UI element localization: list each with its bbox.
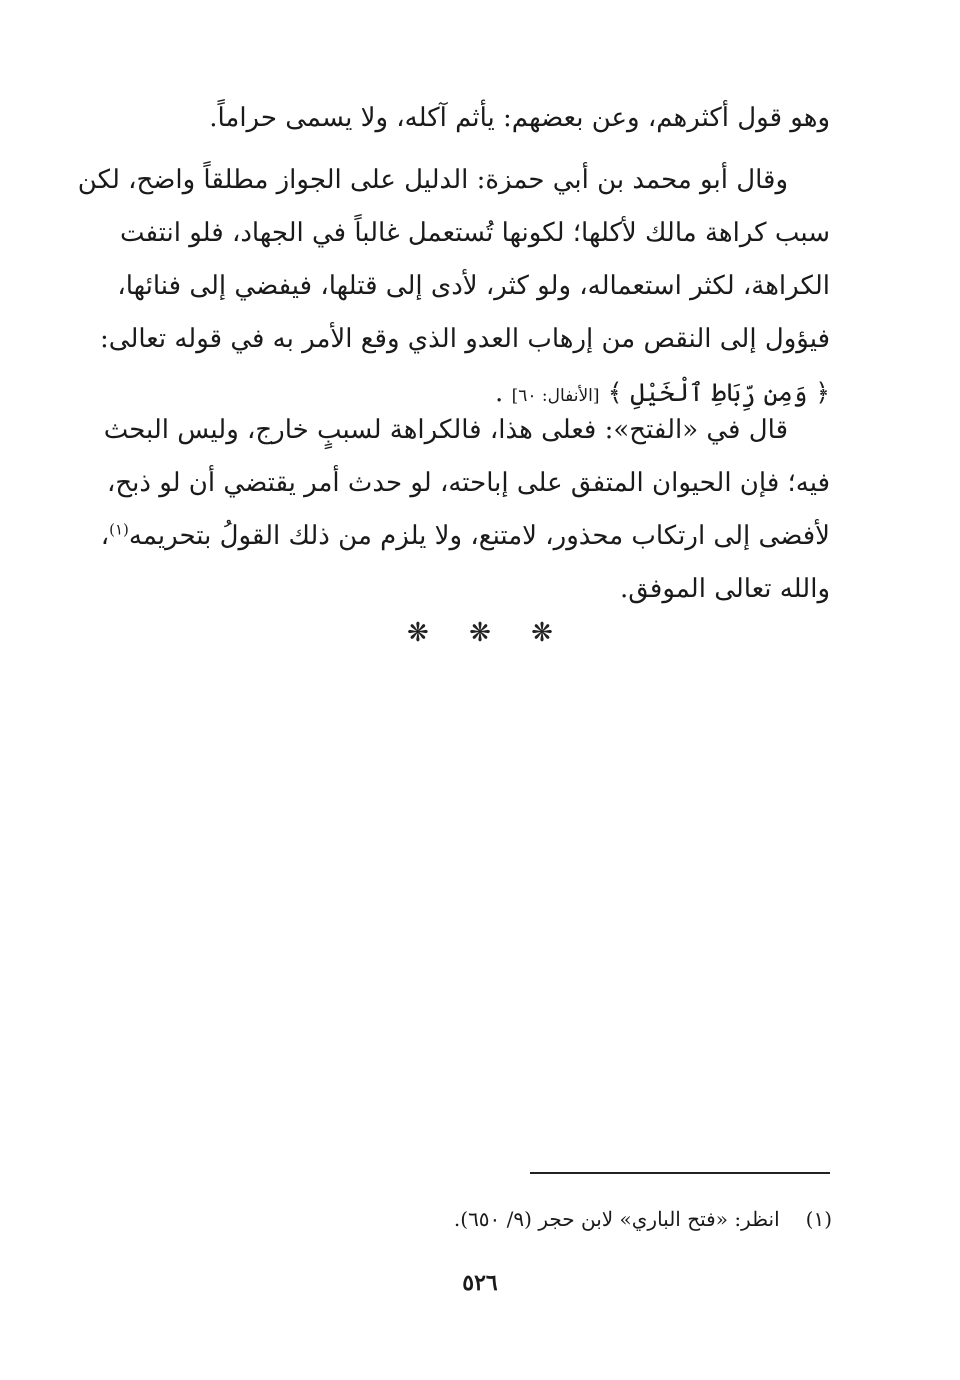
asterism-icon: ❋ <box>469 618 491 648</box>
footnote <box>132 1202 832 1236</box>
section-separator <box>0 618 960 648</box>
paragraph-2-line-3: الكراهة، لكثر استعماله، ولو كثر، لأدى إلى قتلها، فيفضي إلى فنائها، <box>117 271 830 301</box>
paragraph-3-line-3-end: ، <box>100 521 110 551</box>
paragraph-3 <box>100 404 830 616</box>
sentence-end: . <box>495 378 504 408</box>
footnote-reference: (١) <box>109 520 129 539</box>
footnote-divider <box>530 1172 830 1174</box>
quran-verse: ﴿ وَمِن رِّبَاطِ ٱلْخَيْلِ ﴾ <box>607 378 830 407</box>
asterism-icon: ❋ <box>407 618 429 648</box>
paragraph-3-line-1: قال في «الفتح»: فعلى هذا، فالكراهة لسببٍ خارج، وليس البحث <box>103 415 788 445</box>
paragraph-2-line-2: سبب كراهة مالك لأكلها؛ لكونها تُستعمل غالباً في الجهاد، فلو انتفت <box>119 218 830 248</box>
asterism-icon: ❋ <box>531 618 553 648</box>
page-number: ٥٢٦ <box>462 1270 498 1296</box>
paragraph-1-line-1: وهو قول أكثرهم، وعن بعضهم: يأثم آكله، ولا يسمى حراماً. <box>209 103 830 133</box>
footnote-text: انظر: «فتح الباري» لابن حجر (٩/ ٦٥٠). <box>453 1207 780 1231</box>
paragraph-3-line-4: والله تعالى الموفق. <box>619 574 830 604</box>
paragraph-1 <box>130 92 830 145</box>
paragraph-3-line-2: فيه؛ فإن الحيوان المتفق على إباحته، لو حدث أمر يقتضي أن لو ذبح، <box>106 468 830 498</box>
paragraph-2-line-1: وقال أبو محمد بن أبي حمزة: الدليل على الجواز مطلقاً واضح، لكن <box>77 165 788 195</box>
footnote-number: (١) <box>805 1207 832 1231</box>
paragraph-3-line-3 <box>100 510 830 563</box>
paragraph-3-line-3-text: لأفضى إلى ارتكاب محذور، لامتنع، ولا يلزم من ذلك القولُ بتحريمه <box>128 521 830 551</box>
paragraph-2-line-4: فيؤول إلى النقص من إرهاب العدو الذي وقع الأمر به في قوله تعالى: <box>100 324 830 354</box>
paragraph-2 <box>77 154 830 423</box>
surah-reference: [الأنفال: ٦٠] <box>511 386 600 406</box>
